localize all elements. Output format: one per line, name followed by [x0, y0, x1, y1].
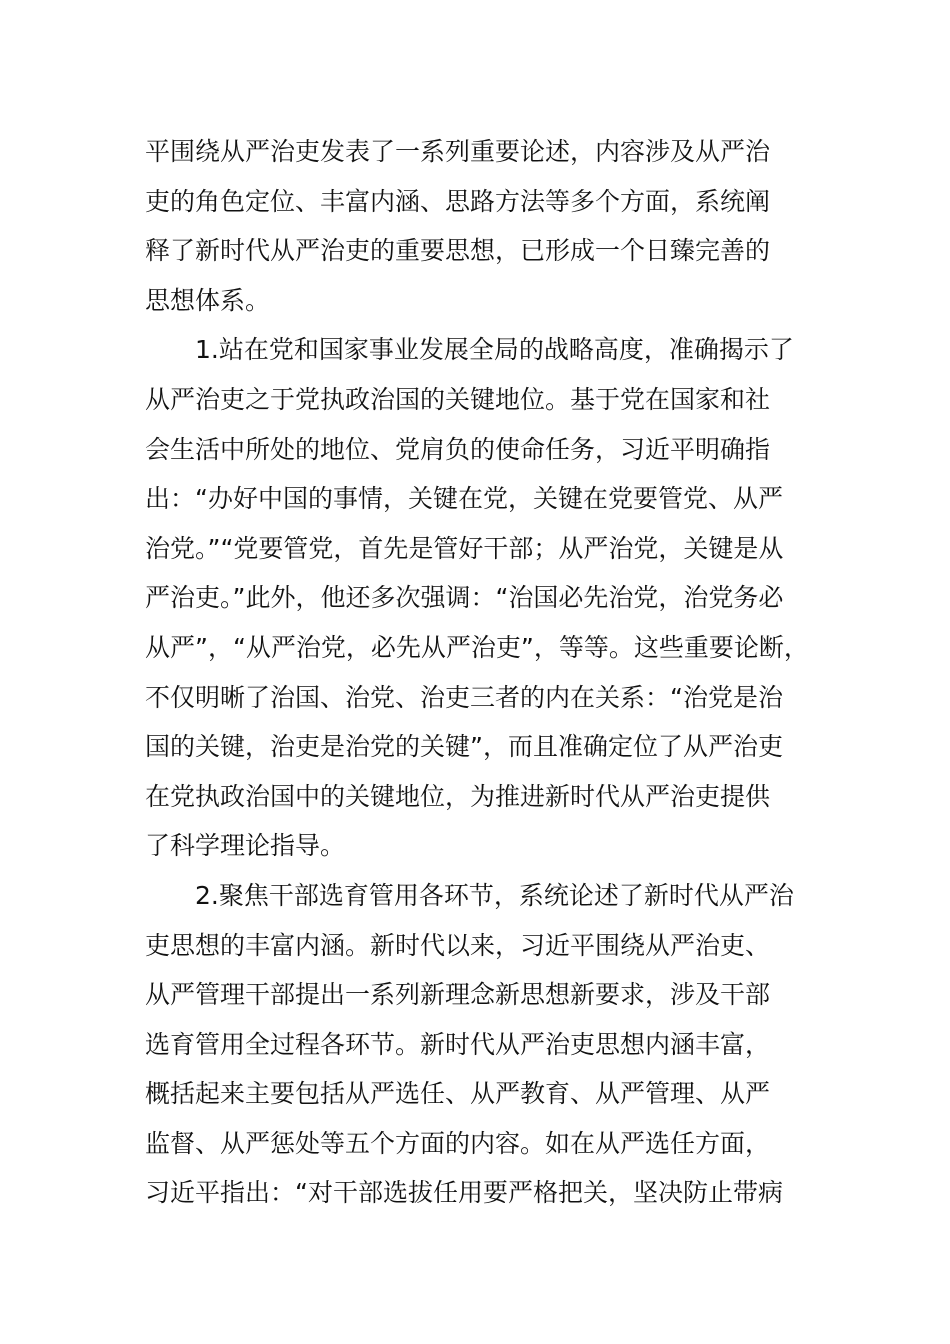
text-line: 思想体系。: [145, 285, 271, 315]
text-line: 吏的角色定位、丰富内涵、思路方法等多个方面，系统阐: [145, 186, 771, 216]
text-line: 从严管理干部提出一系列新理念新思想新要求，涉及干部: [145, 980, 771, 1010]
text-line: 监督、从严惩处等五个方面的内容。如在从严选任方面，: [145, 1128, 771, 1158]
text-line: 在党执政治国中的关键地位，为推进新时代从严治吏提供: [145, 781, 771, 811]
text-line: 从严治吏之于党执政治国的关键地位。基于党在国家和社: [145, 384, 771, 414]
text-line: 严治吏。”此外，他还多次强调：“治国必先治党，治党务必: [145, 583, 784, 613]
text-line: 会生活中所处的地位、党肩负的使命任务，习近平明确指: [145, 434, 771, 464]
paragraph-1-start: 1.站在党和国家事业发展全局的战略高度，准确揭示了: [195, 335, 794, 365]
text-line: 释了新时代从严治吏的重要思想，已形成一个日臻完善的: [145, 236, 771, 266]
paragraph-2-start: 2.聚焦干部选育管用各环节，系统论述了新时代从严治: [195, 880, 794, 910]
text-line: 选育管用全过程各环节。新时代从严治吏思想内涵丰富，: [145, 1029, 771, 1059]
text-line: 平围绕从严治吏发表了一系列重要论述，内容涉及从严治: [145, 137, 771, 166]
text-line: 出：“办好中国的事情，关键在党，关键在党要管党、从严: [145, 484, 783, 514]
text-line: 国的关键，治吏是治党的关键”，而且准确定位了从严治吏: [145, 732, 783, 762]
text-line: 吏思想的丰富内涵。新时代以来，习近平围绕从严治吏、: [145, 930, 771, 960]
text-line: 从严”，“从严治党，必先从严治吏”，等等。这些重要论断，: [145, 632, 809, 662]
text-line: 不仅明晰了治国、治党、治吏三者的内在关系：“治党是治: [145, 682, 783, 712]
text-line: 概括起来主要包括从严选任、从严教育、从严管理、从严: [145, 1079, 771, 1109]
text-line: 了科学理论指导。: [145, 831, 346, 861]
text-line: 习近平指出：“对干部选拔任用要严格把关，坚决防止带病: [145, 1178, 783, 1208]
text-line: 治党。”“党要管党，首先是管好干部；从严治党，关键是从: [145, 533, 784, 563]
body-text: [145, 127, 815, 1218]
